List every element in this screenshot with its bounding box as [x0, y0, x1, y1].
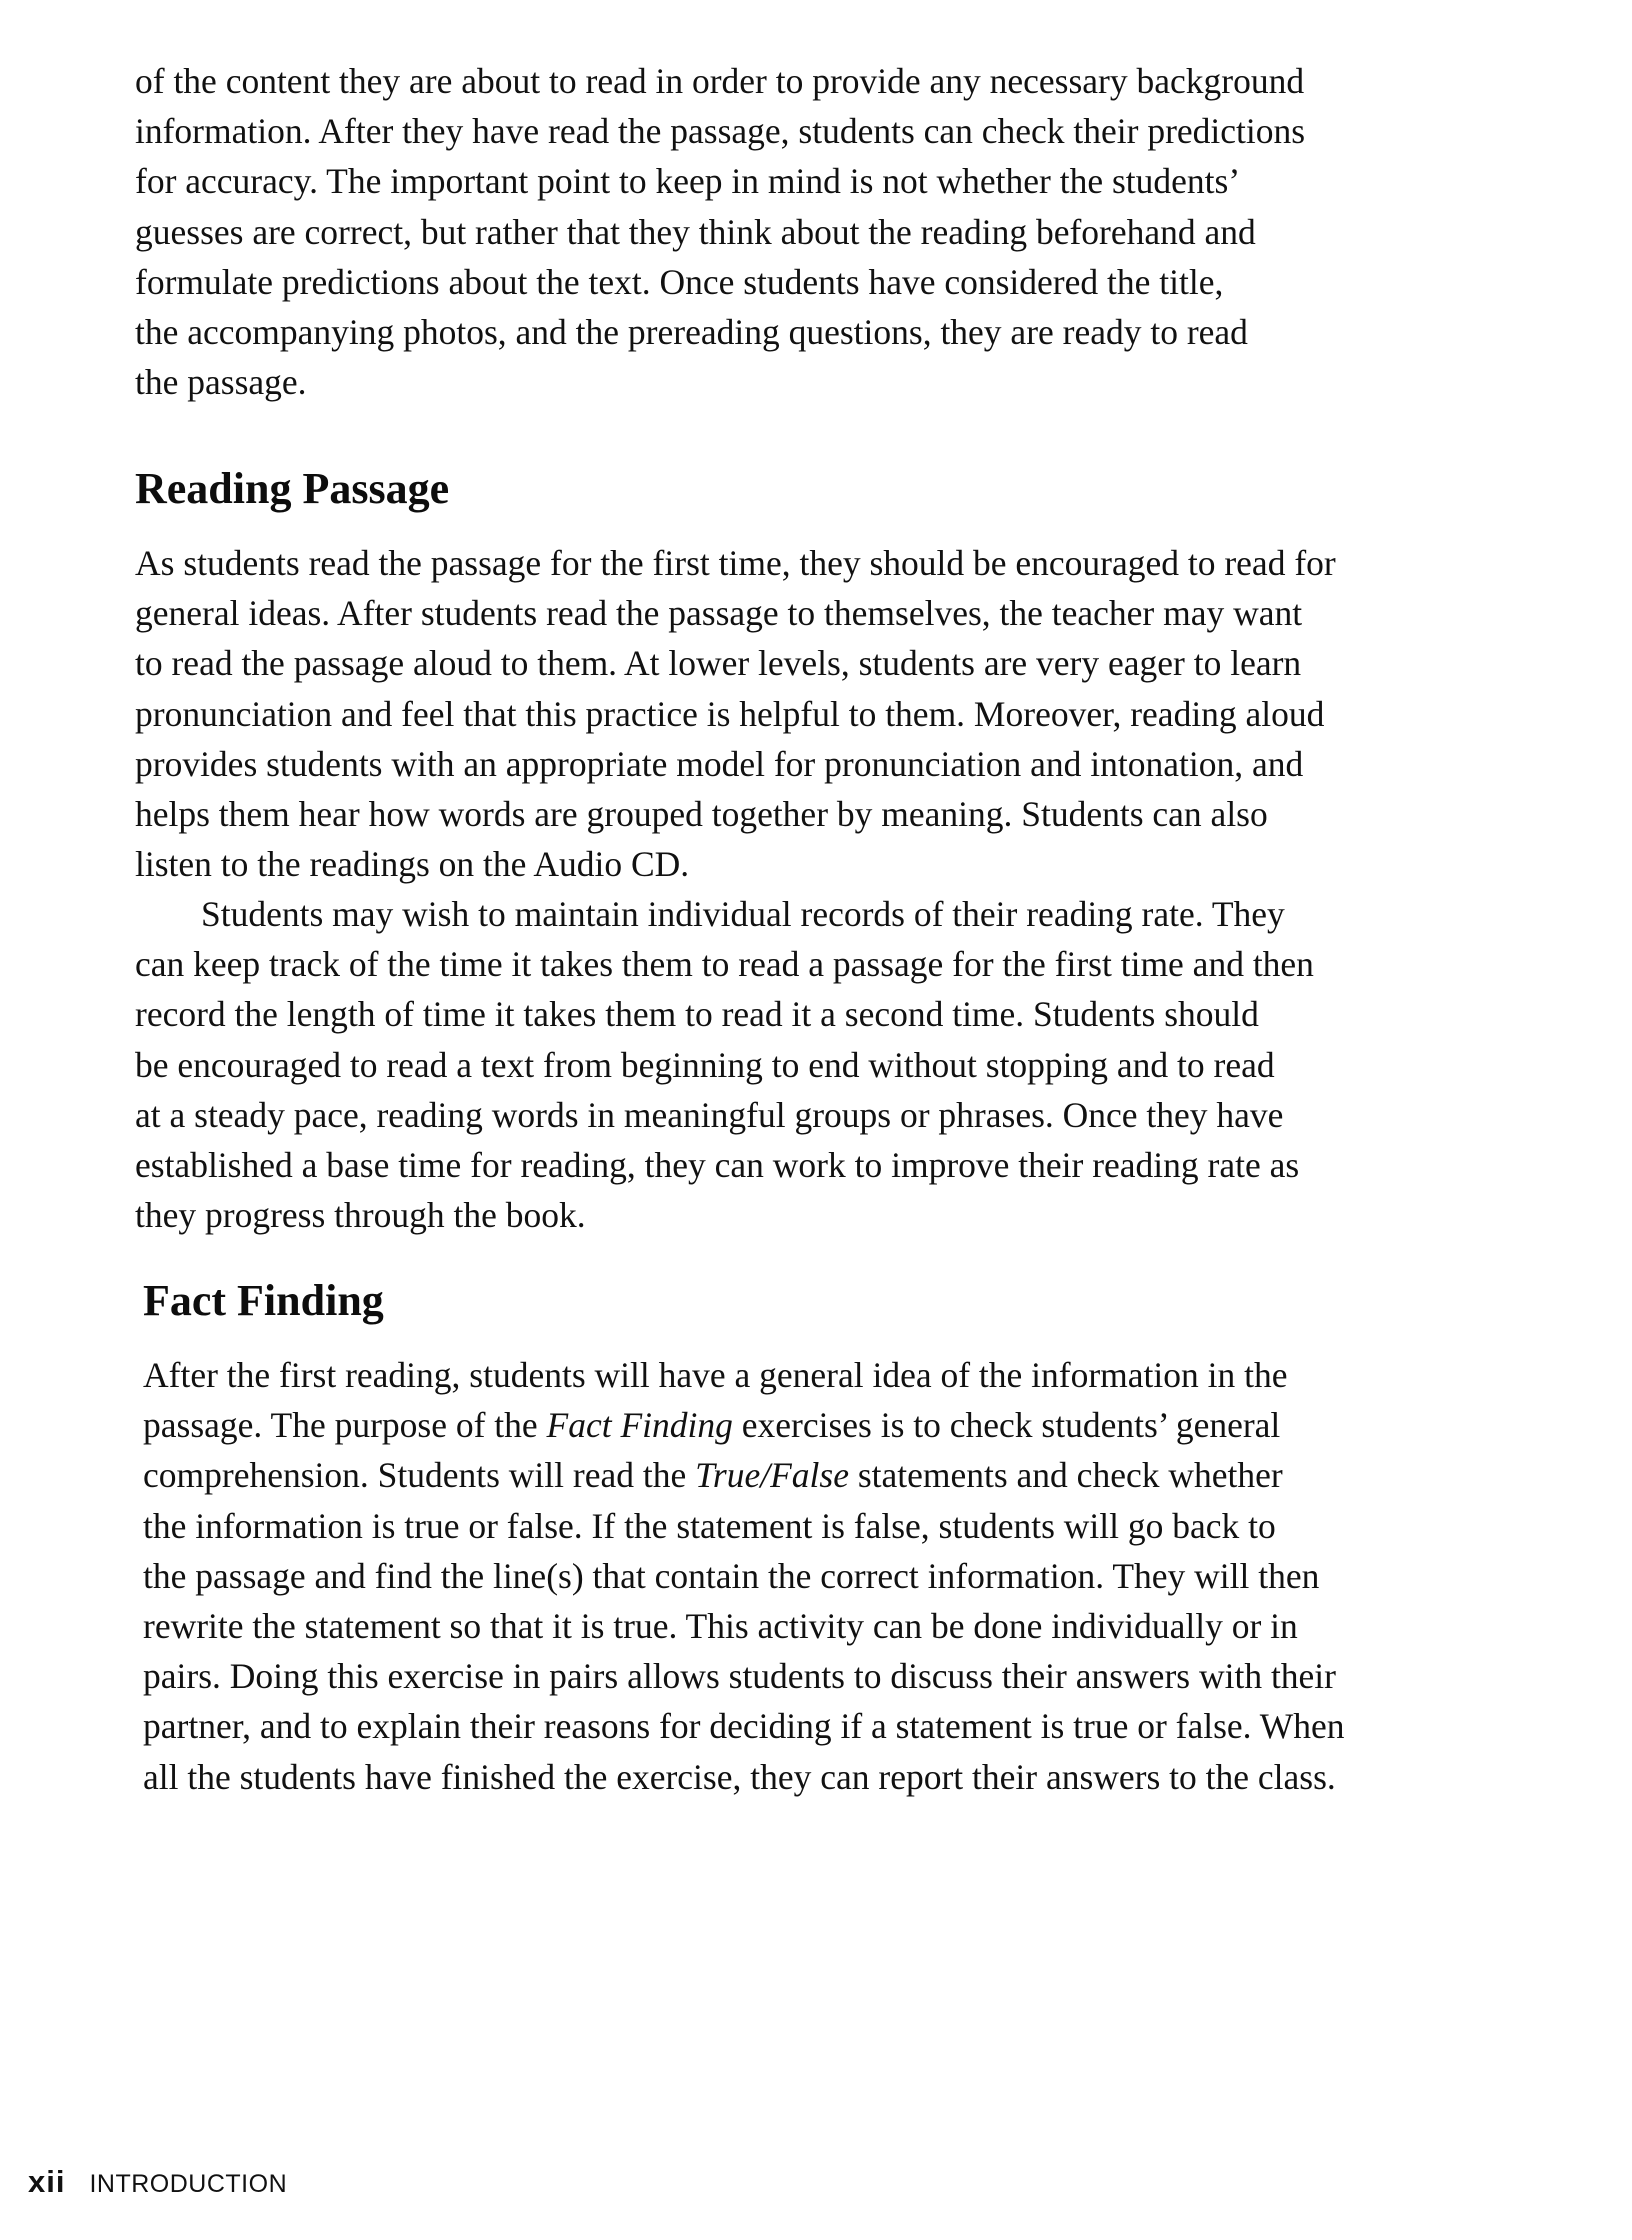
text-line: the accompanying photos, and the prereading questions, they are ready to read — [135, 312, 1248, 353]
text-line: As students read the passage for the first time, they should be encouraged to read for — [135, 543, 1336, 583]
text-line: record the length of time it takes them to read it a second time. Students should — [135, 994, 1259, 1035]
page-number: xii — [28, 2164, 66, 2199]
text-line: be encouraged to read a text from beginning to end without stopping and to read — [135, 1044, 1275, 1085]
text-line: Students may wish to maintain individual records of their reading rate. They — [201, 894, 1285, 934]
text-run: exercises is to check students’ general — [732, 1405, 1281, 1446]
text-line: information. After they have read the passage, students can check their predictions — [135, 111, 1306, 152]
text-line: can keep track of the time it takes them to read a passage for the first time and then — [135, 944, 1314, 985]
text-line: listen to the readings on the Audio CD. — [135, 844, 690, 885]
text-line: pairs. Doing this exercise in pairs allows students to discuss their answers with their — [143, 1656, 1336, 1697]
text-line: all the students have finished the exercise, they can report their answers to the class. — [143, 1756, 1336, 1797]
italic-term: Fact Finding — [546, 1405, 733, 1446]
text-line: established a base time for reading, they can work to improve their reading rate as — [135, 1145, 1300, 1186]
fact-finding-paragraph — [143, 1350, 1563, 1802]
section-heading-fact-finding: Fact Finding — [143, 1276, 384, 1325]
text-line: of the content they are about to read in order to provide any necessary background — [135, 61, 1305, 101]
italic-term: True/False — [695, 1455, 849, 1496]
text-line: the passage and find the line(s) that contain the correct information. They will then — [143, 1555, 1320, 1596]
text-line: to read the passage aloud to them. At lower levels, students are very eager to learn — [135, 643, 1302, 684]
text-line: the passage. — [135, 362, 307, 403]
text-line: for accuracy. The important point to keep in mind is not whether the students’ — [135, 161, 1241, 202]
intro-paragraph — [135, 56, 1555, 407]
text-line: guesses are correct, but rather that they think about the reading beforehand and — [135, 211, 1256, 252]
page-footer — [28, 2164, 287, 2200]
text-line: pronunciation and feel that this practice is helpful to them. Moreover, reading aloud — [135, 693, 1325, 734]
text-line: general ideas. After students read the passage to themselves, the teacher may want — [135, 593, 1303, 634]
running-footer-section: INTRODUCTION — [89, 2170, 288, 2198]
text-run: comprehension. Students will read the — [143, 1455, 696, 1496]
text-line — [143, 1450, 1563, 1500]
text-run: passage. The purpose of the — [143, 1405, 547, 1446]
text-line: partner, and to explain their reasons for deciding if a statement is true or false. When — [143, 1706, 1345, 1747]
text-line: the information is true or false. If the statement is false, students will go back to — [143, 1505, 1276, 1546]
reading-passage-paragraph-2 — [135, 889, 1555, 1240]
text-line: After the first reading, students will have a general idea of the information in the — [143, 1355, 1288, 1395]
section-heading-reading-passage: Reading Passage — [135, 464, 450, 513]
text-line: provides students with an appropriate model for pronunciation and intonation, and — [135, 743, 1304, 784]
text-line: they progress through the book. — [135, 1195, 586, 1236]
text-line: at a steady pace, reading words in meaningful groups or phrases. Once they have — [135, 1094, 1284, 1135]
text-line — [143, 1400, 1563, 1450]
text-line: helps them hear how words are grouped together by meaning. Students can also — [135, 794, 1268, 835]
text-line: rewrite the statement so that it is true. This activity can be done individually or in — [143, 1606, 1298, 1647]
text-line: formulate predictions about the text. Once students have considered the title, — [135, 261, 1224, 302]
reading-passage-paragraph-1 — [135, 538, 1555, 889]
text-run: statements and check whether — [848, 1455, 1283, 1496]
